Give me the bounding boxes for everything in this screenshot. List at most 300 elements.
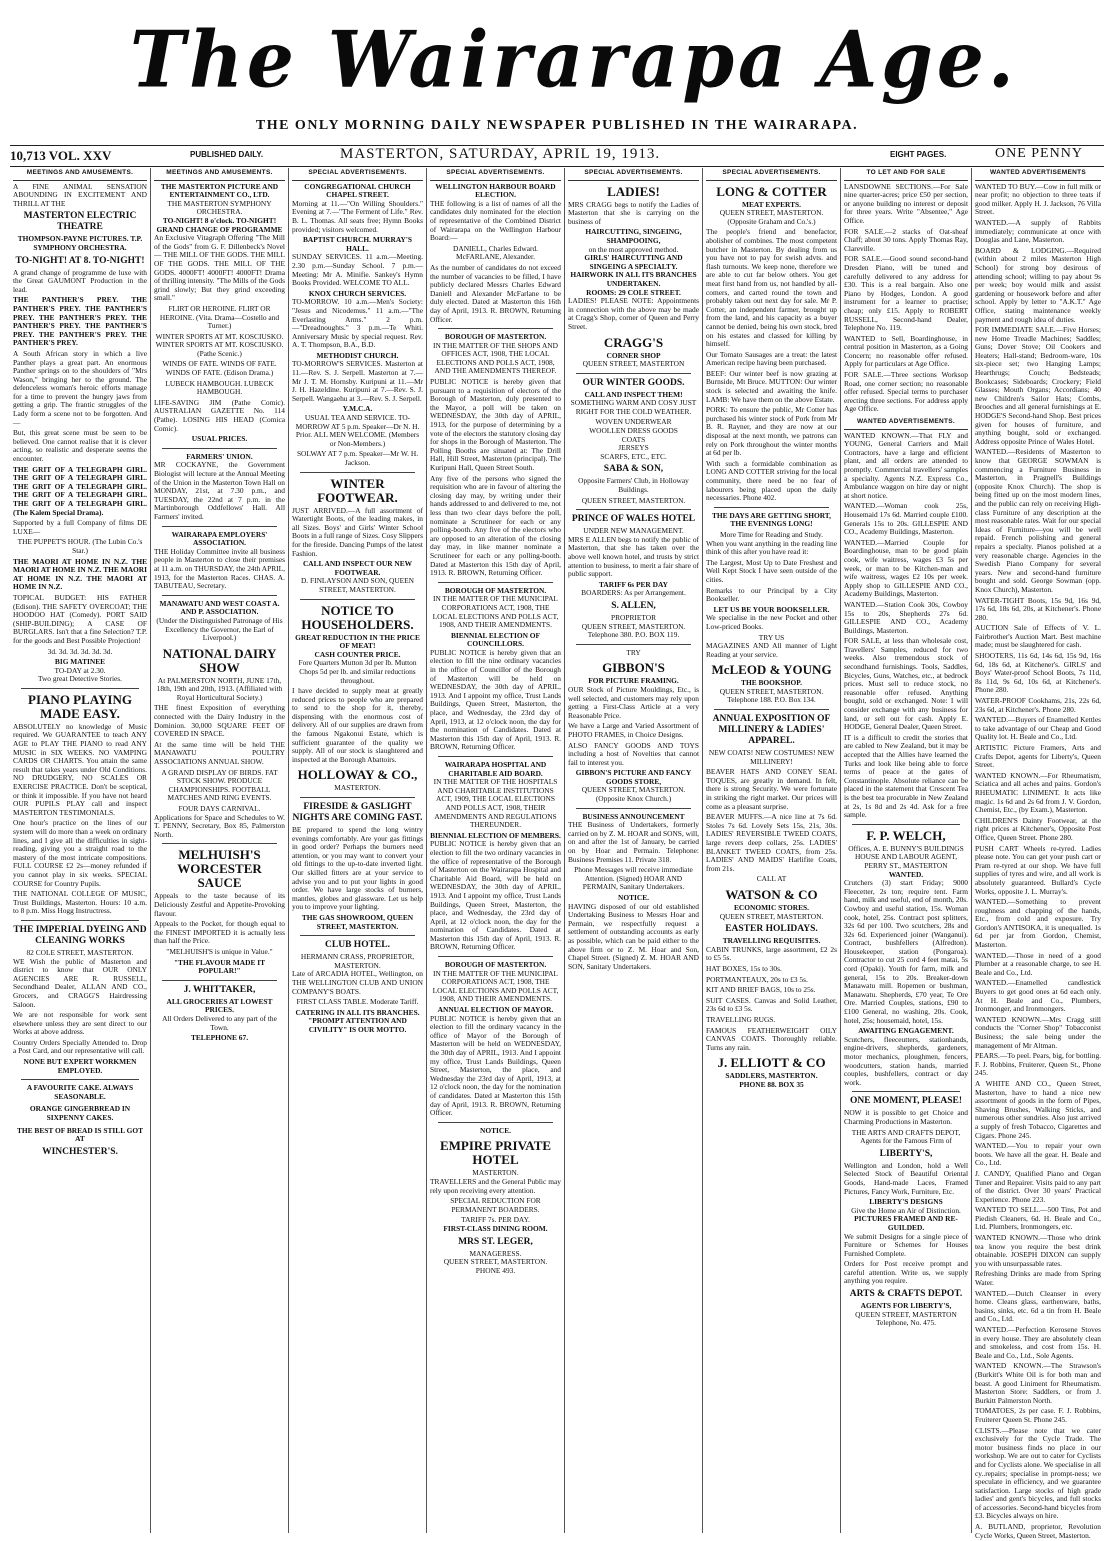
ad-text: THE PANTHER'S PREY. THE PANTHER'S PREY. THE PANTHER'S PREY. THE PANTHER'S PREY. THE PANTHER'S PREY. THE PANTHER'S PREY. THE PANTHER'S PREY. THE PANTHER'S PREY.	[13, 295, 147, 348]
column-header: SPECIAL ADVERTISEMENTS.	[706, 168, 837, 181]
ad-text: Agents for the Famous Firm of	[860, 1136, 952, 1146]
ad-text: BEEF: Our winter beef is now grazing at Burnside, Mt Bruce. MUTTON: Our winter stock is selected and awaiting the knife. LAMB: We have them on the above Estate.	[706, 368, 837, 404]
ad-text: TRAVELLING RUGS.	[706, 1014, 776, 1024]
ad-text: LIBERTY'S DESIGNS	[869, 1197, 943, 1207]
column-header: SPECIAL ADVERTISEMENTS.	[292, 168, 423, 181]
ad-text: CLISTS.—Please note that we cater exclusively for the Cycle Trade. The motor business finds no place in our workshop. We are out to cater for Cyclists and for Cyclists alone. We specialise in all cy..repairs; specialise in prompt-ness; we speculate in efficiency, and we guarantee satisfaction. Large stocks of high grade ladies' and gent's bicycles, and full stocks of accessories. Second-hand bicycles from £3. Bicycles always on hire.	[975, 1425, 1101, 1521]
ad-text: NOW it is possible to get Choice and Charming Productions in Masterton.	[844, 1108, 968, 1126]
ad-text: IN THE MATTER OF THE SHOPS AND OFFICES ACT, 1908, THE LOCAL ELECTIONS AND POLLS ACT, 1908, AND THE AMENDMENTS THEREOF.	[433, 340, 558, 376]
ad-text: FOR IMMEDIATE SALE.—Five Horses; new Home Treadle Machines; Saddles; Guns; Dover Stove; Oil Cookers and Heaters; Hall-stand; Bedroom-ware, 10s six-piece set; two Hanging Lamps; Hearthrugs; Couch; Bedsteads; Bookcases; Sideboards; Crockery; Field Glasses; Mouth Organs; Accordians; 40 new Children's Sailor Hats; Combs, Brooches and all general furnishings at E. HODGE'S Second-hand Shop. Best prices given for houses of furniture, and anything bought, sold or exchanged. Address opposite Prince of Wales Hotel.	[975, 325, 1101, 446]
ad-text: A South African story in which a live Panther plays a great part. An enormous Panther springs on to the shoulders of "Mrs Wason," bringing her to the ground. The defenceless woman's heroic efforts manage for a time to prevent the hungry jaws from getting a grip. The frantic struggles of the Lady form a scene not to be forgotten. And—	[13, 348, 147, 427]
ad-text: PORTMANTEAUX, 20s to £3 5s.	[706, 974, 808, 984]
ad-text: A. BUTLAND, proprietor, Revolution Cycle Works, Queen Street, Masterton.	[975, 1522, 1101, 1540]
ad-text: CALL AND INSPECT THEM!	[584, 389, 683, 399]
ad-text: A grand change of programme de luxe with the Great GAUMONT Production in the lead.	[13, 267, 147, 294]
ad-text: Our Tomato Sausages are a treat: the latest American recipe having been purchased.	[706, 349, 837, 368]
ad-text: BOROUGH OF MASTERTON.	[444, 332, 547, 342]
ad-text: WANTED.—Dutch Cleanser in every home. Cleans glass, earthenware, baths, basins, sinks, etc. 6d a tin from H. Beale and Co., Ltd.	[975, 1288, 1101, 1324]
ad-text: FOR PICTURE FRAMING.	[588, 676, 679, 686]
ad-text: BEAVER HATS AND CONEY SEAL TOQUES, are greatly in demand. In felt, there is strong Security. We were fortunate in striking the right market. Our prices will come as a pleasant surprise.	[706, 767, 837, 811]
ad-heading: ARTS & CRAFTS DEPOT.	[849, 1289, 963, 1300]
divider	[300, 797, 415, 798]
ad-text: All Orders Delivered to any part of the Town.	[162, 1013, 277, 1032]
column-header: TO LET AND FOR SALE	[844, 168, 968, 181]
ad-text: Country Orders Specially Attended to. Drop a Post Card, and our representative will call.	[13, 1037, 147, 1056]
ad-text: ANNUAL ELECTION OF MAYOR.	[437, 1005, 554, 1015]
divider	[576, 808, 691, 809]
ad-text: WANTED.—Woman cook 25s, Housemaid 17s 6d. Married couple £100. Generals 15s to 20s. GILLESPIE AND CO., Academy Buildings, Masterton.	[844, 501, 968, 537]
ad-text: When you want anything in the reading line think of this after you have read it:	[706, 538, 837, 557]
ad-text: MR COCKAYNE, the Government Biologist will lecture at the Annual Meeting of the Union in the Masterton Town Hall on MONDAY, 21st, at 7.30 p.m., and TUESDAY, the 22nd at 7 p.m. in the Martinborough Oddfellows' Hall. All Farmers' invited.	[154, 460, 285, 521]
ad-text: With such a formidable combination as LONG AND COTTER striving for the local community, there need be no fear of labourers being placed upon the daily necessaries. Phone 402.	[706, 458, 837, 503]
ad-heading: McLEOD & YOUNG	[711, 662, 832, 678]
ad-text: IN THE MATTER OF THE HOSPITALS AND CHARITABLE INSTITUTIONS ACT, 1909, THE LOCAL ELECTIONS AND POLLS ACT, 1908, THEIR AMENDMENTS AND REGULATIONS THEREUNDER.	[433, 777, 558, 830]
ad-text: TRY	[626, 647, 641, 657]
divider	[300, 599, 415, 600]
ad-text: THE NATIONAL COLLEGE OF MUSIC, Trust Buildings, Masterton. Hours: 10 a.m. to 8 p.m. Miss Hogg Instructress.	[13, 889, 147, 916]
divider	[852, 1091, 960, 1092]
column-6	[703, 168, 841, 1533]
ad-text: PUBLIC NOTICE is hereby given that an election to fill the two ordinary vacancies in the office of representative of the Borough of Masterton on the Wairarapa Hospital and Charitable Aid Board, will be held on WEDNESDAY, the 30th day of APRIL, 1913. And I appoint my office, Trust Lands Buildings, Queen Street, Masterton, the place, and Wednesday, the 23rd day of April, at 12 o'clock noon, the day for the nomination of Candidates. Dated at Masterton this 15th day of April, 1913. R. BROWN, Returning Officer.	[430, 839, 561, 952]
ad-text: DANIELL, Charles Edward. McFARLANE, Alexander.	[453, 243, 538, 262]
ad-text: TO-NIGHT! 8 o'clock. TO-NIGHT!	[162, 215, 277, 225]
ad-text: THE ARTS AND CRAFTS DEPOT,	[851, 1127, 961, 1137]
ad-text: 3d. 3d. 3d. 3d. 3d. 3d.	[47, 646, 113, 656]
ad-text: WANTED.—Perfection Kerosene Stoves in every house. They are absolutely clean and smokeless, and cost from 15s. H. Beale and Co., Ltd., Sole Agents.	[975, 1325, 1101, 1360]
ad-text: We specialise in the new Pocket and other Low-priced Books.	[706, 613, 837, 631]
ad-text: More Time for Reading and Study.	[720, 529, 823, 539]
ad-text: THE MASTERTON SYMPHONY ORCHESTRA.	[167, 198, 272, 217]
ad-text: WATER-PROOF Cookhams, 21s, 22s 6d, 23s 6d, at Kitchener's. Phone 280.	[975, 696, 1101, 714]
ad-text: QUEEN STREET, MASTERTON. Telephone 380. P.O. BOX 119.	[581, 621, 686, 640]
ad-heading: OUR WINTER GOODS.	[582, 377, 685, 388]
ad-text: "PROMPT ATTENTION AND CIVILITY" IS OUR MOTTO.	[308, 1016, 407, 1034]
divider	[438, 756, 553, 757]
ad-text: Supported by a full Company of films DE LUXE—	[13, 518, 147, 536]
divider	[576, 644, 691, 645]
ad-text: CALL AND INSPECT OUR NEW FOOTWEAR.	[302, 559, 413, 577]
ad-text: I have decided to supply meat at greatly reduced prices to people who are prepared to send to the shop for it, thereby, dispensing with the enormous cost of delivery. All of our supplies are drawn from the famous Ngakonui Estate, which is sufficient guarantee of the quality we supply. All of our stock is slaughtered and inspected at the Borough Abattoirs.	[292, 686, 423, 764]
ad-text: Applications for Space and Schedules to W. T. PENNY, Secretary, Box 85, Palmerston North.	[154, 812, 285, 839]
ad-text: ARTISTIC Picture Framers, Arts and Crafts Depot, agents for Liberty's, Queen Street.	[975, 743, 1101, 770]
ad-text: on the most approved method.	[588, 244, 679, 254]
ad-text: USUAL PRICES.	[191, 434, 248, 444]
ad-text: Scutchers, fleeceutters, stationhands, engine-drivers, shepherds, gardeners, motor mechanics, ploughmen, fencers, woodcutters, station hands, married couples, bushfellers, contract or day work.	[844, 1034, 968, 1087]
ad-text: Telephone, No. 475.	[875, 1318, 937, 1328]
ad-heading: ANNUAL EXPOSITION OF MILLINERY & LADIES' APPAREL.	[712, 714, 831, 747]
ad-heading: GIBBON'S	[602, 660, 665, 676]
ad-text: TELEPHONE 67.	[190, 1033, 249, 1043]
ad-text: Wellington and London, hold a Well Selected Stock of Beautiful Oriental Goods, Hand-made Laces, Framed Pictures, Fancy Work, Furniture, Etc.	[844, 1160, 968, 1196]
ad-text: HOUSE AND LABOUR AGENT,	[854, 852, 958, 862]
ad-text: FIRST CLASS TABLE. Moderate Tariff.	[296, 997, 419, 1007]
divider	[21, 1079, 139, 1080]
ad-text: TO-DAY at 2.30.	[54, 665, 106, 675]
ad-text: TOPICAL BUDGET: HIS FATHER (Edison). THE SAFETY OVERCOAT; THE HOODOO HAT (Comedy). PORT SAID (SHIP-BUILDING); A CASE OF BURGLARS. Isn't that a fine Selection? T.P. for the goods and Best Possible Projection!	[13, 592, 147, 645]
ad-text: FOR SALE, at less than wholesale cost, Travellers' Samples, reduced for two weeks. Also tremendous stock of secondhand furnishings. Tools, Saddles, Bicycles, Guns, Watches, etc., at bedrock prices. Must sell to reduce stock, no reasonable offer refused. Anything bought, sold or exchanged. Note: I will consider exchange with any business for land, or sell out for cash. Apply E. HODGE, General Dealer, Queen Street.	[844, 636, 968, 732]
ad-text: WANTED.—Those in need of a good Plumber at a reasonable charge, to see H. Beale and Co., Ltd.	[975, 950, 1101, 977]
ad-heading: PIANO PLAYING MADE EASY.	[28, 691, 132, 721]
ad-text: THE MASTERTON PICTURE AND ENTERTAINMENT CO., LTD.	[160, 181, 279, 200]
divider	[300, 472, 415, 473]
divider	[162, 980, 277, 981]
ad-text: LANSDOWNE SECTIONS.—For Sale nine quarter-acres; price £50 per section, or anyone building no interest or deposit for three years. Write "Absentee," Age Office.	[844, 181, 968, 225]
ad-text: AUCTION Sale of Effects of V. L. Fairbrother's Auction Mart. Best machine made; must be slaughtered for cash.	[975, 623, 1101, 650]
column-2	[151, 168, 289, 1533]
ad-text: Opposite Farmers' Club, in Holloway Buildings.	[578, 476, 689, 495]
ad-heading: MELHUISH'S WORCESTER SAUCE	[177, 847, 262, 891]
ad-text: BOROUGH OF MASTERTON.	[444, 585, 547, 595]
ad-text: But, this great scene must be seen to be believed. One cannot realise that it is clever acting, so realistic and desperate seems the encounter.	[13, 428, 147, 464]
ad-text: SHOOTERS, 11s 6d, 14s 6d, 15s 9d, 16s 6d, 18s 6d, at Kitchener's. GIRLS' and Boys' Water-proof School Boots, 7s 11d, 8s 11d, 9s 6d, 10s 6d, at Kitchener's. Phone 280.	[975, 651, 1101, 695]
ad-heading: FIRESIDE & GASLIGHT NIGHTS ARE COMING FAST.	[292, 802, 423, 824]
ad-text: MRS CRAGG begs to notify the Ladies of Masterton that she is carrying on the business of	[568, 199, 699, 226]
divider	[162, 843, 277, 844]
column-header: SPECIAL ADVERTISEMENTS.	[568, 168, 699, 181]
ad-heading: SABA & SON,	[603, 464, 664, 475]
column-header: MEETINGS AND AMUSEMENTS.	[13, 168, 147, 181]
ad-text: PUBLIC NOTICE is hereby given that pursuant to a requisition of electors of the Borough of Masterton, duly presented to the Mayor, a poll will be taken on WEDNESDAY, the 30th day of APRIL, 1913, for the purpose of determining by a vote of the electors the statutory closing day for shops in the Borough of Masterton. The Polling Booths are situated at: The Drill Hall, Hill Street, Masterton (principal). The Kuripuni Hall, Queen Street South.	[430, 377, 561, 472]
ad-text: FLIRT OR HEROINE. FLIRT OR HEROINE. (Vita. Drama—Costello and Turner.)	[159, 303, 280, 331]
ad-text: CABIN TRUNKS, large assortment, £2 2s to £5 5s.	[706, 944, 837, 963]
ad-text: MRS E ALLEN begs to notify the public of Masterton, that she has taken over the above well known hotel, and trusts by strict attention to business, to merit a fair share of public support.	[568, 534, 699, 579]
ad-text: TRY US	[758, 632, 785, 642]
ad-text: 82 COLE STREET, MASTERTON.	[26, 947, 134, 957]
ad-text: PUSH CART Wheels re-tyred. Ladies please note. You can get your push cart or Pram re-tyred at our shop. We have full supplies of tyres and wire, and all work is absolutely guaranteed. Bullard's Cycle Works, opposite J. L. Murray's.	[975, 843, 1101, 896]
ad-text: CATERING IN ALL ITS BRANCHES.	[295, 1007, 420, 1017]
ad-text: Give the Home an Air of Distinction.	[851, 1205, 961, 1215]
ad-text: THOMPSON-PAYNE PICTURES. T.P. SYMPHONY ORCHESTRA.	[17, 234, 143, 252]
ad-text: WANTED KNOWN.—The Strawson's (Burkitt's White Oil is for both man and beast. A good Liniment for Rheumatism. Masterton Store: Saddlers, or from J. Burkitt Palmerston North.	[975, 1361, 1101, 1405]
ad-text: MAGAZINES AND All manner of Light Reading at your service.	[706, 641, 837, 659]
ad-heading: THE IMPERIAL DYEING AND CLEANING WORKS	[13, 924, 147, 946]
ad-text: TARIFF 7s. PER DAY.	[461, 1215, 530, 1225]
ad-text: PUBLIC NOTICE is hereby given that an election to fill the ordinary vacancy in the office of Mayor of the Borough of Masterton will be held on WEDNESDAY, the 30th day of APRIL, 1913. And I appoint my office, Trust Lands Buildings, Queen Street, Masterton, the place, and Wednesday the 23rd day of April, 1913, at 12 o'clock noon, the day for the nomination of candidates. Dated at Masterton this 15th day of April, 1913. R. BROWN, Returning Officer.	[430, 1013, 561, 1118]
ad-heading: WINCHESTER'S.	[42, 1146, 118, 1157]
ad-text: WE Wish the public of Masterton and district to know that OUR ONLY AGENCIES ARE R. RUSSELL, Secondhand Dealer, ALLAN AND CO., Grocers, and CRAGG'S Hairdressing Saloon.	[13, 956, 147, 1009]
divider	[162, 595, 277, 596]
ad-text: GREAT REDUCTION IN THE PRICE OF MEAT!	[295, 632, 420, 651]
ad-text: WINDS OF FATE. WINDS OF FATE. WINDS OF FATE. (Edison Drama.)	[162, 359, 277, 378]
ad-text: HAT BOXES, 15s to 30s.	[706, 963, 782, 973]
ad-heading: WINTER FOOTWEAR.	[317, 475, 398, 505]
ad-heading: CLUB HOTEL.	[325, 940, 390, 951]
ad-text: NONE BUT EXPERT WORKMEN EMPLOYED.	[23, 1057, 137, 1075]
ad-text: METHODIST CHURCH.	[316, 350, 399, 360]
ad-text: THE Business of Undertakers, formerly carried on by Z. M. HOAR and SONS, will, on and after the 1st of January, be carried on by Hoar and Permain. Telephone: Business Premises 11. Private 318.	[568, 820, 699, 864]
ad-text: CONGREGATIONAL CHURCH CHAPEL STREET.	[304, 181, 411, 200]
ad-text: CALL AT	[756, 874, 787, 884]
ad-text: TRAVELLING REQUISITES.	[722, 936, 821, 946]
divider	[162, 526, 277, 527]
ad-text: MANAGERESS.	[469, 1248, 522, 1258]
ad-text: HAIRWORK IN ALL ITS BRANCHES UNDERTAKEN.	[570, 270, 697, 288]
ad-text: TO-MORROW. 10 a.m.—Men's Society: "Jesus and Nicodemus." 11 a.m.—"The Everlasting Arms." 2 p.m.—"Dreadnoughts." 3 p.m.—Te Whiti. Anniversary Music by special request. Rev. A. T. Thompson, B.A., B.D.	[292, 297, 423, 350]
ad-text: WANTED KNOWN.—Those who drink tea know you require the best drink obtainable. JOSEPH DIXON can supply you with unsurpassable rates.	[975, 1233, 1101, 1268]
price: ONE PENNY	[995, 146, 1083, 161]
ad-text: WANTED TO BUY.—Cow in full milk or near profit; no objection to three teats if good milker. Apply H. J. Jackson, 76 Villa Street.	[975, 181, 1101, 217]
ad-heading: MRS ST. LEGER,	[458, 1236, 533, 1247]
ad-text: FIRST-CLASS DINING ROOM.	[443, 1223, 548, 1233]
page-count: EIGHT PAGES.	[890, 150, 947, 159]
ad-text: KIT AND BRIEF BAGS, 10s to 25s.	[706, 985, 816, 995]
ad-text: ECONOMIC STORES.	[733, 902, 810, 912]
ad-heading: ONE MOMENT, PLEASE!	[850, 1096, 962, 1107]
ad-text: BEAVER MUFFS.—A nice line at 7s 6d. Stoles 7s 6d. Lovely Sets 15s, 21s, 30s. LADIES' REVERSIBLE TWEED COATS, large revers deep collars, 25s. LADIES' BLANKET TWEED COATS, from 25s. LADIES' AND MAIDS' Harlifite Coats, from 21s.	[706, 812, 837, 873]
ad-text: PUBLIC NOTICE is hereby given that an election to fill the nine ordinary vacancies in the office of Councillor of the Borough of Masterton will be held on WEDNESDAY, the 30th day of APRIL, 1913. And I appoint my office, Trust Lands Buildings, Queen Street, Masterton, the place, and Wednesday, the 23rd day of April, 1913, at 12 o'clock noon, the day for the nomination of Candidates. Dated at Masterton this 15th day of April, 1913. R. BROWN, Returning Officer.	[430, 647, 561, 752]
ad-text: THE DAYS ARE GETTING SHORT, THE EVENINGS LONG!	[711, 510, 832, 529]
divider	[576, 509, 691, 510]
ad-text: Refreshing Drinks are made from Spring Water.	[975, 1269, 1101, 1288]
newspaper-title: The Wairarapa Age.	[130, 14, 1018, 106]
ad-text: THE following is a list of names of all the candidates duly nominated for the election of representative of the Combined District of Wairarapa on the Wellington Harbour Board:—	[430, 198, 561, 243]
ad-text: Offices, A. E. BUNNY'S BUILDINGS	[848, 843, 964, 853]
ad-text: WOOLLEN DRESS GOODS	[589, 426, 678, 436]
ad-text: LET US BE YOUR BOOKSELLER.	[713, 604, 830, 614]
divider	[438, 956, 553, 957]
ad-text: THE PUPPET'S HOUR. (The Lubin Co.'s Star.)	[17, 537, 143, 555]
ad-text: QUEEN STREET, MASTERTON.	[719, 911, 824, 921]
ad-heading: CRAGG'S	[603, 334, 664, 350]
newspaper-subtitle: THE ONLY MORNING DAILY NEWSPAPER PUBLISHED IN THE WAIRARAPA.	[255, 118, 859, 133]
ad-text: WANTED KNOWN.—Mrs Cragg still conducts the "Corner Shop" Tobacconist Business; the sale being under the management of Mr Altman.	[975, 1014, 1101, 1050]
ad-text: IN THE MATTER OF THE MUNICIPAL CORPORATIONS ACT, 1908, THE LOCAL ELECTIONS AND POLLS ACT, 1908, AND THEIR AMENDMENTS.	[432, 594, 559, 630]
ad-text: QUEEN STREET, MASTERTON. (Opposite Graham and Co.'s.)	[719, 208, 824, 226]
ad-text: GIRLS' HAIRCUTTING AND SINGEING A SPECIALTY.	[584, 253, 683, 271]
ad-text: SUNDAY SERVICES. 11 a.m.—Meeting. 2.30 p.m.—Sunday School. 7 p.m.—Meeting: Mr A. Minifie. Sankey's Hymn Books Provided. WELCOME TO ALL.	[292, 252, 423, 288]
ad-text: THE BOOKSHOP.	[741, 678, 802, 688]
ad-text: WANTED TO SELL.—500 Tins, Pot and Piedish Cleaners, 6d. H. Beale and Co., Ltd. Plumbers, Ironmongers, etc.	[975, 1205, 1101, 1232]
ad-text: WINTER SPORTS AT MT. KOSCIUSKO. WINTER SPORTS AT MT. KOSCIUSKO. (Pathe Scenic.)	[155, 331, 284, 358]
ad-text: TOMATOES, 2s per case. F. J. Robbins, Fruiterer Queen St. Phone 245.	[975, 1406, 1101, 1424]
ad-text: SOMETHING WARM AND COSY JUST RIGHT FOR THE COLD WEATHER.	[570, 398, 697, 416]
ad-text: HERMANN CRASS, PROPRIETOR, MASTERTON.	[300, 952, 415, 970]
ad-heading: J. ELLIOTT & CO	[717, 1055, 826, 1071]
ad-text: WANTED.—Married Couple for Boardinghouse, man to be good plain cook, wife waitress, wages £3 5s per week, or man to be Kitchen-man and wife waitress, wages £2 10s per week. Apply shop to GILLESPIE AND CO., Academy Buildings, Masterton.	[844, 537, 968, 599]
ad-text: SPECIAL REDUCTION FOR PERMANENT BOARDERS.	[450, 1196, 541, 1214]
ad-text: D. FINLAYSON AND SON, QUEEN STREET, MASTERTON.	[300, 576, 415, 594]
ad-text: SADDLERS, MASTERTON.	[725, 1071, 818, 1081]
ad-text: QUEEN STREET, MASTERTON. (Opposite Knox Church.)	[581, 785, 686, 804]
ad-text: At the same time will be held THE MANAWATU POULTRY ASSOCIATIONS ANNUAL SHOW.	[154, 739, 285, 767]
ad-text: Two great Detective Stories.	[37, 674, 123, 684]
ad-text: GRAND CHANGE OF PROGRAMME	[156, 224, 283, 234]
masthead	[0, 0, 1114, 160]
ad-text: ROOMS: 29 COLE STREET.	[586, 287, 681, 297]
ad-text: BOARDERS: As per Arrangement.	[581, 588, 686, 598]
ad-text: JERSEYS	[618, 443, 649, 453]
divider	[714, 507, 829, 508]
divider	[300, 935, 415, 936]
ad-text: FOR SALE.—Three sections Worksop Road, one corner section; no reasonable offer refused. Special terms to purchaser erecting three sections. For address apply Age Office.	[844, 370, 968, 414]
ad-text: WANTED.—Station Cook 30s, Cowboy 15s to 20s, Shepherds 27s 6d. GILLESPIE AND CO., Academy Buildings, Masterton.	[844, 599, 968, 635]
ad-text: FOR SALE.—Good sound second-hand Dresden Piano, will be tuned and carefully delivered to any address for £30. This is a real bargain. Also one Piano by Hodges, London. A good instrument for a learner to practise; cheap; only £15. Apply to ROBERT RUSSELL, Second-hand Dealer, Telephone No. 119.	[844, 254, 968, 333]
ad-heading: HOLLOWAY & CO.,	[297, 767, 418, 783]
ad-text: IN THE MATTER OF THE MUNICIPAL CORPORATIONS ACT, 1908, THE LOCAL ELECTIONS AND POLLS ACT, 1908, AND THEIR AMENDMENTS.	[432, 968, 559, 1004]
ad-text: IT is a difficult to credit the stories that are cabled to New Zealand, but it may be accepted that the Allies have learned the Turks and look like being able to force terms of peace at the gates of Constantinople. Absolute reliance can be placed in the statement that Crescent Tea is the best tea procurable in New Zealand at 2s, 1s 8d and 2s 4d. Ask for a free sample.	[844, 732, 968, 820]
issue-number: 10,713 VOL. XXV	[10, 148, 112, 163]
ad-heading: NOTICE TO HOUSEHOLDERS.	[301, 602, 414, 632]
ad-text: KNOX CHURCH SERVICES.	[308, 288, 407, 298]
ad-heading: LADIES!	[607, 183, 660, 199]
ad-text: BIENNIAL ELECTION OF COUNCILLORS.	[450, 630, 541, 649]
ad-text: BOARD & LODGING.—Required (within about 2 miles Masterton High School) for strong boy desirous of attending school; willing to pay about 9s per week; boy would milk and assist gardening or housework before and after school. Apply by letter to "A.K.T." Age Office, stating maintenance weekly payment and rough idea of duties.	[975, 245, 1101, 324]
ad-heading: MASTERTON ELECTRIC THEATRE	[23, 211, 137, 233]
ad-heading: F. P. WELCH,	[866, 827, 946, 843]
column-header: SPECIAL ADVERTISEMENTS.	[430, 168, 561, 181]
ad-text: PHONE 493.	[475, 1265, 516, 1275]
ad-text: TO-MORROW'S SERVICES. Masterton at 11.—Rev. S. J. Serpell. Masterton at 7.—Mr J. T. M. Hornsby. Kuripuni at 11.—Mr J. H. Hazeldine. Kuripuni at 7.—Rev. S. J. Serpell. Wangaehu at 3.—Rev. S. J. Serpell.	[292, 359, 423, 403]
ad-text: WATER-TIGHT Boots, 15s 9d, 16s 9d, 17s 6d, 18s 6d, 20s, at Kitchener's. Phone 280.	[975, 595, 1101, 622]
ad-text: GIBBON'S PICTURE AND FANCY GOODS STORE,	[575, 768, 692, 786]
ad-text: PEARS.—To peel. Pears, big, for bottling. F. J. Robbins, Fruiterer, Queen St., Phone 245.	[975, 1051, 1101, 1078]
ad-text: BIG MATINEE	[54, 657, 106, 667]
ad-text: "THE FLAVOUR MADE IT POPULAR!"	[173, 957, 266, 976]
ad-text: Morning at 11.—"On Willing Shoulders." Evening at 7.—"The Ferment of Life." Rev. B. L. Thomas. All seats free; Hymn Books provided; visitors welcomed.	[292, 198, 423, 234]
column-5	[565, 168, 703, 1533]
ad-text: WANTED to Sell, Boardinghouse, in central position in Masterton, as a Going Concern; no reasonable offer refused. Apply for particulars at Age Office.	[844, 333, 968, 369]
column-header: MEETINGS AND AMUSEMENTS.	[154, 168, 285, 181]
column-3	[289, 168, 427, 1533]
ad-text: MASTERTON.	[334, 783, 381, 793]
ad-text: HAVING disposed of our old established Undertaking Business to Messrs Hoar and Permain, we respectfully request a settlement of outstanding accounts as early as possible, which can be paid either to the above firm or to Z. M. Hoar and Son, Chapel Street. (Signed) Z. M. HOAR AND SON, Sanitary Undertakers.	[568, 901, 699, 971]
ad-heading: LIBERTY'S,	[879, 1148, 933, 1159]
ad-text: J. CANDY, Qualified Piano and Organ Tuner and Repairer. Visits paid to any part of the district. Over 30 years' Practical Experience. Phone 223.	[975, 1168, 1101, 1204]
ad-text: PHONE 88. BOX 35	[739, 1079, 804, 1089]
ad-text: THE GRIT OF A TELEGRAPH GIRL. THE GRIT OF A TELEGRAPH GIRL. THE GRIT OF A TELEGRAPH GIRL. THE GRIT OF A TELEGRAPH GIRL. THE GRIT OF A TELEGRAPH GIRL. (The Kalem Special Drama).	[13, 464, 147, 517]
ad-text: The Largest, Most Up to Date Freshest and Well Kept Stock I have seen outside of the cities.	[706, 557, 837, 584]
ad-text: FARMERS' UNION.	[186, 451, 253, 461]
ad-text: FOR SALE.—2 stacks of Oat-sheaf Chaff; about 30 tons. Apply Thomas Ray, Clareville.	[844, 226, 968, 253]
ad-heading: LONG & COTTER	[716, 183, 827, 199]
column-7	[841, 168, 972, 1533]
ad-text: Y.M.C.A.	[342, 404, 373, 414]
ad-text: WANTED.—You to repair your own boots. We have all the gear. H. Beale and Co., Ltd.	[975, 1141, 1101, 1168]
ad-text: QUEEN STREET, MASTERTON	[855, 1309, 957, 1319]
ad-text: Remarks to our Principal by a City Bookseller.	[706, 585, 837, 604]
ad-text: Any five of the persons who signed the requisition who are in favour of altering the closing day may, by writing under their hands addressed to and delivered to me, not less than two clear days before the poll, nominate a Scrutineer for each or any polling-booth. Any five of the electors who are opposed to an alteration of the closing day may, in like manner nominate a Scrutineer for each or any polling-booth. Dated at Masterton this 15th day of April, 1913. R. BROWN, Returning Officer.	[430, 473, 561, 578]
ad-text: WANTED.	[888, 869, 924, 879]
ad-text: The people's friend and benefactor, abolisher of combines. The most competent butcher in Masterton. By dealing from us you have not to pay for swish advts. and flash turnouts. We keep none, therefore we are able to cut far below others. You get meat first hand from us, not handled by all-comers, and carted round the town and probably taken out next day for sale. Mr P. Cotter, an independent farmer, brought up from the land, and his capacity as a buyer cannot be denied, being his own stock, bred on his estates and classed for killing by himself.	[706, 227, 837, 349]
ad-text: "MELHUISH'S is unique in Value."	[166, 946, 273, 956]
column-8	[972, 168, 1104, 1540]
divider	[21, 920, 139, 921]
ad-text: BOROUGH OF MASTERTON.	[444, 960, 547, 970]
ad-text: WELLINGTON HARBOUR BOARD ELECTION.	[435, 181, 556, 200]
ad-heading: EMPIRE PRIVATE HOTEL	[439, 1138, 552, 1168]
ad-text: QUEEN STREET, MASTERTON.	[443, 1257, 548, 1267]
ad-text: BAPTIST CHURCH. MURRAY'S HALL.	[302, 235, 413, 253]
ad-text: MASTERTON.	[472, 1168, 519, 1178]
ad-text: QUEEN STREET, MASTERTON.	[581, 495, 686, 505]
ad-text: FAMOUS FEATHERWEIGHT OILY CANVAS COATS. Thoroughly reliable. Turns any rain.	[706, 1025, 837, 1052]
ad-heading: J. WHITTAKER,	[183, 984, 256, 995]
ad-text: LUBECK HAMBOUGH. LUBECK HAMBOUGH.	[165, 378, 274, 397]
ad-text: One hour's practice on the lines of our system will do more than a week on ordinary lines, and I give all the difficulties in sight-reading, giving you a straight road to the mastery of the most intricate compositions. FULL COURSE £2 2s—money refunded if you cannot play in six weeks. SPECIAL COURSE for Country Pupils.	[13, 818, 147, 888]
ad-heading: WATSON & CO	[725, 886, 818, 902]
ad-text: CHILDREN'S Dainty Footwear, at the right prices at Kitchener's, Opposite Post Office, Queen Street. Phone 280.	[975, 815, 1101, 842]
ad-text: A FAVOURITE CAKE. ALWAYS SEASONABLE.	[26, 1083, 134, 1101]
ad-heading: S. ALLEN,	[611, 600, 656, 611]
ad-text: THE BEST OF BREAD IS STILL GOT AT	[16, 1125, 144, 1144]
ad-text: NOTICE.	[479, 1125, 511, 1135]
ad-text: UNDER NEW MANAGEMENT.	[583, 526, 684, 536]
ad-text: COATS	[621, 434, 646, 444]
columns	[10, 168, 1104, 1540]
ad-text: WAIRARAPA EMPLOYERS' ASSOCIATION.	[171, 529, 268, 548]
ad-text: Fore Quarters Mutton 3d per lb. Mutton Chops 5d per lb. and similar reductions throughout.	[298, 658, 417, 685]
ad-text: SOLWAY AT 7 p.m. Speaker—Mr W. H. Jackson.	[296, 449, 419, 467]
ad-text: MANAWATU AND WEST COAST A. AND P. ASSOCIATION.	[159, 598, 280, 617]
ad-text: TARIFF 6s PER DAY	[599, 579, 668, 589]
ad-text: PERRY ST., MASTERTON	[864, 860, 948, 870]
ad-text: TRAVELLERS and the General Public may rely upon receiving every attention.	[430, 1176, 561, 1195]
ad-text: We have a Large and Varied Assortment of PHOTO FRAMES, in Choice Designs.	[568, 721, 699, 739]
ad-text: (Under the Distinguished Patronage of His Excellency the Governor, the Earl of Liverpool.)	[156, 615, 283, 643]
ad-text: LADIES! PLEASE NOTE: Appointments in connection with the above may be made at Cragg's Shop, corner of Queen and Perry Street.	[568, 296, 699, 331]
ad-text: THE Holiday Committee invite all business people in Masterton to close their premises at 11 a.m. on THURSDAY, the 24th APRIL, 1913, for the Masterton Races. CHAS. A. TABUTEAU, Secretary.	[154, 546, 285, 591]
ad-text: Appeals to the taste because of its Deliciously Zestful and Appetite-Provoking flavour.	[154, 891, 285, 918]
ad-text: CORNER SHOP	[606, 350, 661, 360]
column-1	[10, 168, 151, 1533]
ad-text: AGENTS FOR LIBERTY'S,	[860, 1301, 952, 1311]
ad-text: Appeals to the Pocket, for though equal to the FINEST IMPORTED it is actually less than half the Price.	[154, 919, 285, 946]
ad-text: As the number of candidates do not exceed the number of vacancies to be filled, I have publicly declared Messrs Charles Edward Daniell and Alexander McFarlane to be duly elected. Dated at Masterton this 16th day of April, 1913. R. BROWN, Returning Officer.	[430, 262, 561, 324]
ad-text: WANTED.—A supply of Rabbits immediately; communicate at once with Douglas and Lane, Masterton.	[975, 217, 1101, 245]
ad-text: JUST ARRIVED.—A full assortment of Watertight Boots, of the leading makes, in all Sizes. Boys' and Girls' Winter School Boots in a full range of Sizes. Cosy Slippers for the fireside. Dancing Pumps of the latest Fashion.	[292, 505, 423, 558]
section-header: WANTED ADVERTISEMENTS.	[844, 417, 968, 430]
ad-text: HAIRCUTTING, SINGEING, SHAMPOOING,	[585, 227, 682, 245]
ad-text: ORANGE GINGERBREAD IN SIXPENNY CAKES.	[29, 1104, 131, 1123]
ad-text: THE MAORI AT HOME IN N.Z. THE MAORI AT HOME IN N.Z. THE MAORI AT HOME IN N.Z. THE MAORI AT HOME IN N.Z.	[13, 556, 147, 592]
ad-heading: TO-NIGHT! AT 8. TO-NIGHT!	[15, 255, 145, 266]
ad-text: QUEEN STREET, MASTERTON. Telephone 188. P.O. Box 134.	[719, 686, 824, 705]
divider	[162, 448, 277, 449]
divider	[576, 373, 691, 374]
ad-text: WAIRARAPA HOSPITAL AND CHARITABLE AID BOARD.	[444, 760, 547, 778]
ad-text: Orders for Post receive prompt and careful attention. Write us, we supply anything you require.	[844, 1259, 968, 1286]
ad-text: QUEEN STREET, MASTERTON	[582, 359, 685, 369]
ad-text: SUIT CASES. Canvas and Solid Leather, 23s 6d to £3 5s.	[706, 995, 837, 1014]
ad-text: A WHITE AND CO., Queen Street, Masterton, have to hand a nice new assortment of goods in the form of Pipes, Shaving Brushes, Walking Sticks, and numerous other sundries. Also just arrived a supply of fresh Tobacco, Cigarettes and Cigars. Phone 245.	[975, 1078, 1101, 1140]
ad-text: BIENNIAL ELECTION OF MEMBERS.	[430, 830, 561, 840]
ad-text: PICTURES FRAMED AND RE-GUILDED.	[854, 1214, 958, 1232]
divider	[714, 709, 829, 710]
ad-text: An Exclusive Vitagraph Offering "The Mill of the Gods" from G. F. Dillenbeck's Novel— THE MILL OF THE GODS. THE MILL OF THE GODS. THE MILL OF THE GODS. 4000FT! 4000FT! 4000FT! Drama of thrilling intensity. "The Mills of the Gods grind slowly; But they grind exceeding small."	[154, 233, 285, 303]
ad-text: BUSINESS ANNOUNCEMENT	[582, 811, 685, 821]
ad-text: ALSO FANCY GOODS AND TOYS including a host of Novelties that cannot fail to interest you.	[568, 740, 699, 767]
ad-text: We submit Designs for a single piece of Furniture or Schemes for Houses Furnished Complete.	[844, 1231, 968, 1258]
ad-text: A FINE ANIMAL SENSATION ABOUNDING IN EXCITEMENT AND THRILL AT THE	[13, 181, 147, 208]
ad-heading: NATIONAL DAIRY SHOW	[162, 645, 277, 675]
ad-text: NEW COATS! NEW COSTUMES! NEW MILLINERY!	[708, 748, 835, 766]
ad-text: WANTED.—Residents of Masterton to know that GEORGE SOWMAN is commencing a Furniture Business in Masterton, in Pragnell's Buildings (opposite Knox Church). The shop is being fitted up on the most modern lines, and the public can rely on receiving High-class Furniture of any description at the most reasonable rates. Wait for our special Ideas of Furniture—you will be well repaid. French polishing and general repairs a specialty. Pianos polished at a very reasonable charge. Agencies in the Swedish Piano Company for several years. New and second-hand furniture bought and sold. George Sowman (opp. Knox Church), Masterton.	[975, 447, 1101, 594]
ad-text: A GRAND DISPLAY OF BIRDS. FAT STOCK SHOW. PRODUCE CHAMPIONSHIPS. FOOTBALL MATCHES AND RING EVENTS.	[161, 767, 278, 803]
ad-text: SCARFS, ETC., ETC.	[600, 451, 667, 461]
ad-text: THE GAS SHOWROOM, QUEEN STREET, MASTERTON.	[301, 912, 414, 931]
ad-text: At PALMERSTON NORTH, JUNE 17th, 18th, 19th and 20th, 1913. (Affiliated with Royal Horticultural Society.)	[156, 675, 283, 702]
divider	[438, 1122, 553, 1123]
ad-text: FOUR DAYS CARNIVAL.	[178, 804, 261, 813]
divider	[438, 328, 553, 329]
ad-text: WANTED.—Something to prevent roughness and chapping of the hands, Etc., from cold and exposure. Try Gordon's ANTISOKA, it is unequalled. 1s 6d per jar from Gordon, Chemist, Masterton.	[975, 897, 1101, 950]
ad-heading: PRINCE OF WALES HOTEL	[571, 514, 696, 525]
ad-text: BE prepared to spend the long wintry evenings comfortably. Are your gas fittings in good order? Perhaps the burners need attention, or you may want to convert your old fittings to the up-to-date inverted light. Our skilled fitters are at your service to advise you and to put your lights in good order. We have large stocks of burners, mantles, globes and glassware. Let us help you to improve your lighting.	[292, 825, 423, 912]
ad-text: WANTED.—Buyers of Enamelled Kettles to take advantage of our Cheap and Good Quality lot. H. Beale and Co., Ltd.	[975, 715, 1101, 742]
ad-text: OUR Stock of Picture Mouldings, Etc., is well selected, and customers may rely upon getting a First-Class Article at a very Reasonable Price.	[568, 684, 699, 720]
ad-text: USUAL TEA AND SERVICE. TO-MORROW AT 5 p.m. Speaker—Dr N. H. Prior. ALL MEN WELCOME. (Members or Non-Members.)	[295, 413, 420, 448]
ad-text: WANTED KNOWN.—That FLY and YOUNG, General Carriers and Mail Contractors, have a large and efficient plant, and all orders are attended to promptly. Commercial travellers' samples a specialty. Agents N.Z. Express Co., Ambulance waggon on hire day or night at short notice.	[844, 430, 968, 500]
